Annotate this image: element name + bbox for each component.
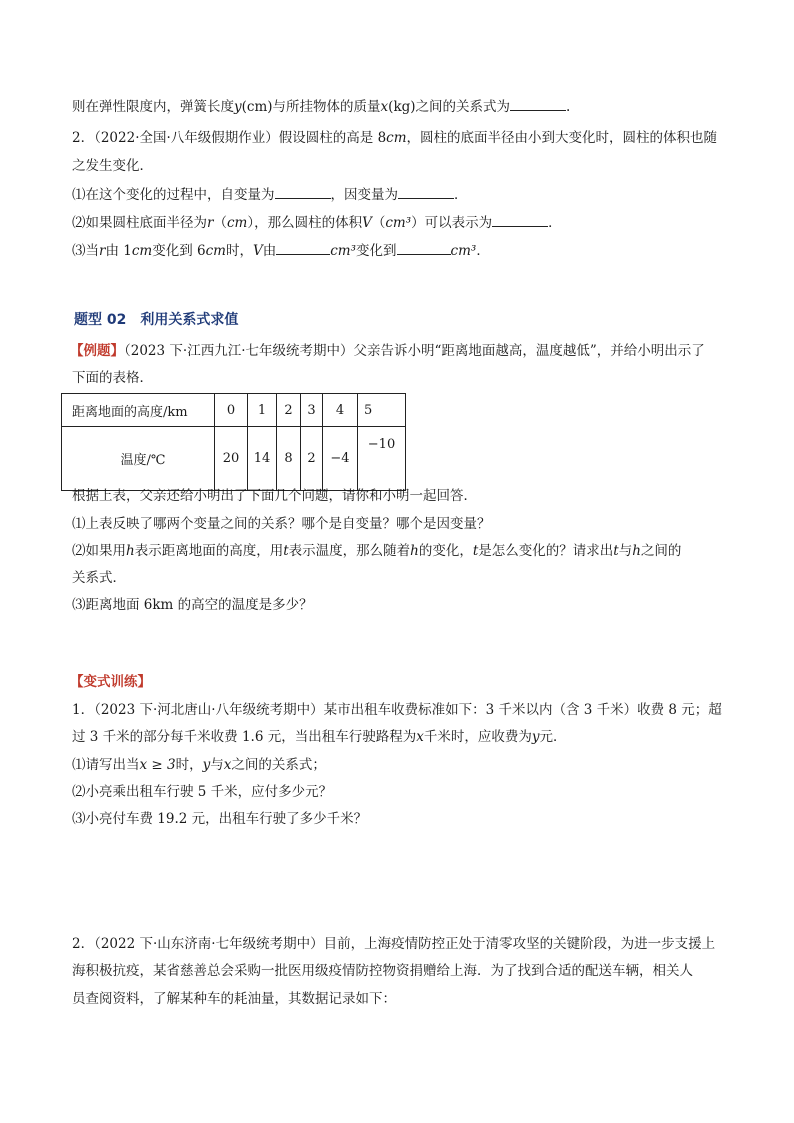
variant-text-1a: 1．（2023 下·河北唐山·八年级统考期中）某市出租车收费标准如下：3 千米以内（含 3 千米）收费 8 元；超: [72, 702, 722, 718]
table-cell: −10: [358, 427, 406, 491]
variant-sub1: [72, 755, 326, 775]
var-t: t: [283, 543, 289, 559]
q2-s2-text-c: ），那么圆柱的体积: [247, 215, 363, 231]
variant-s1-text-c: 与: [210, 757, 224, 773]
var-V: V: [253, 243, 263, 259]
table-cell: 20: [215, 427, 248, 491]
example-line2: [72, 368, 153, 388]
q2b-text-3: 员查阅资料，了解某种车的耗油量，其数据记录如下：: [72, 991, 396, 1007]
example-q3: [72, 595, 313, 615]
table-cell: −4: [323, 427, 358, 491]
q2-s3-text-c: 变化到 6: [152, 243, 206, 259]
variant-tag: 【变式训练】: [70, 674, 151, 690]
unit-cm: cm: [131, 243, 153, 259]
variant-line2: [72, 727, 567, 747]
answer-blank[interactable]: [397, 240, 451, 255]
section-number: 题型 02: [74, 312, 127, 328]
data-table: [61, 393, 406, 491]
q2-s3-text-e: 由: [262, 243, 277, 259]
example-after: [72, 486, 477, 506]
q2-s1-text-c: ．: [454, 187, 468, 203]
var-y: y: [234, 99, 242, 115]
example-q2-text-d: 的变化，: [418, 543, 473, 559]
q2-sub1: [72, 184, 468, 205]
unit-cm: cm: [386, 130, 407, 146]
table-cell: 2: [277, 394, 301, 427]
var-t: t: [613, 543, 619, 559]
q2b-line3: [72, 989, 396, 1009]
table-cell: 0: [215, 394, 248, 427]
example-q2-text-h: 关系式．: [72, 570, 126, 586]
unit-cm: cm: [205, 243, 226, 259]
q2-s1-text-b: ，因变量为: [330, 187, 398, 203]
answer-blank[interactable]: [492, 212, 548, 227]
example-q3-text: ⑶距离地面 6km 的高空的温度是多少？: [72, 597, 313, 613]
example-q2-text-b: 表示距离地面的高度，用: [134, 543, 284, 559]
table-row-label: 温度/℃: [62, 427, 215, 491]
var-t: t: [472, 543, 479, 559]
example-q2-text-f: 与: [618, 543, 633, 559]
example-q2-text-a: ⑵如果用: [72, 543, 126, 559]
intro-line: [72, 96, 570, 117]
q2-s3-text-a: ⑶当: [72, 243, 99, 259]
q2-sub3: [72, 240, 490, 261]
table-cell: 4: [323, 394, 358, 427]
example-q2-text-g: 之间的: [640, 543, 682, 559]
unit-cm: cm: [226, 215, 248, 231]
q2-s2-text-d: （: [371, 215, 386, 231]
q2-s2-text-b: （: [213, 215, 227, 231]
section-title: 利用关系式求值: [140, 312, 239, 328]
example-line1: [70, 341, 705, 361]
intro-period: .: [566, 99, 571, 115]
var-y: y: [202, 757, 211, 773]
q2-s3-text-d: 时，: [226, 243, 253, 259]
q2-text-1a: 2．（2022·全国·八年级假期作业）假设圆柱的高是 8: [72, 130, 387, 146]
q2-text-2: 之发生变化．: [72, 158, 153, 174]
unit-cm3: cm³: [385, 215, 412, 231]
variant-s1-text-d: 之间的关系式；: [231, 757, 326, 773]
table-cell: 5: [358, 394, 406, 427]
variant-sub2: [72, 782, 332, 802]
variant-text-1d: 元．: [539, 729, 567, 745]
variant-text-1b: 过 3 千米的部分每千米收费 1.6 元，当出租车行驶路程为: [72, 729, 417, 745]
table-row-label: 距离地面的高度/km: [62, 394, 215, 427]
var-x: x: [416, 729, 424, 745]
intro-text-1: 则在弹性限度内，弹簧长度: [72, 99, 234, 115]
q2-s2-text-e: ）可以表示为: [411, 215, 493, 231]
q2-line2: [72, 156, 153, 176]
q2b-text-1: 2．（2022 下·山东济南·七年级统考期中）目前，上海疫情防控正处于清零攻坚的关键阶段，为进一步支援上: [72, 936, 716, 952]
q2-s2-text-f: ．: [548, 215, 562, 231]
table-row: [62, 427, 406, 491]
variant-s1-text-b: 时，: [175, 757, 203, 773]
q2-s2-text-a: ⑵如果圆柱底面半径为: [72, 215, 207, 231]
q2-line1: [72, 128, 717, 148]
q2-s1-text-a: ⑴在这个变化的过程中，自变量为: [72, 187, 275, 203]
example-q1: [72, 514, 491, 534]
var-V: V: [362, 215, 372, 231]
q2b-line2: [72, 961, 693, 981]
variant-s3-text: ⑶小亮付车费 19.2 元，出租车行驶了多少千米？: [72, 811, 368, 827]
q2-s3-text-b: 由 1: [105, 243, 132, 259]
q2-sub2: [72, 212, 562, 233]
variant-s2-text: ⑵小亮乘出租车行驶 5 千米，应付多少元？: [72, 784, 333, 800]
variant-text-1c: 千米时，应收费为: [423, 729, 532, 745]
example-q2-cont: [72, 568, 126, 588]
var-r: r: [99, 243, 106, 259]
example-q2-text-c: 表示温度，那么随着: [288, 543, 411, 559]
var-r: r: [207, 215, 214, 231]
table-cell: 3: [301, 394, 323, 427]
q2-s3-text-f: 变化到: [356, 243, 397, 259]
table-cell: 2: [301, 427, 323, 491]
example-tag: 【例题】: [70, 343, 124, 359]
var-y: y: [531, 729, 540, 745]
example-q1-text: ⑴上表反映了哪两个变量之间的关系？哪个是自变量？哪个是因变量？: [72, 516, 491, 532]
var-x: x: [380, 99, 389, 115]
example-text-2: 下面的表格．: [72, 370, 153, 386]
var-h: h: [126, 543, 135, 559]
q2b-text-2: 海积极抗疫，某省慈善总会采购一批医用级疫情防控物资捐赠给上海．为了找到合适的配送车辆，相关人: [72, 963, 693, 979]
var-h: h: [410, 543, 419, 559]
variant-sub3: [72, 809, 367, 829]
var-h: h: [632, 543, 641, 559]
example-q2-text-e: 是怎么变化的？请求出: [478, 543, 614, 559]
answer-blank[interactable]: [398, 184, 454, 199]
var-x: x: [223, 757, 232, 773]
table-cell: 1: [248, 394, 277, 427]
variant-line1: [72, 700, 722, 720]
q2b-line1: [72, 934, 715, 954]
answer-blank[interactable]: [276, 240, 330, 255]
table-cell: 14: [248, 427, 277, 491]
unit-cm3: cm³: [330, 243, 357, 259]
variant-tag-line: [70, 672, 151, 692]
answer-blank[interactable]: [275, 184, 331, 199]
example-text-1: （2023 下·江西九江·七年级统考期中）父亲告诉小明“距离地面越高，温度越低”，并给小明出示了: [124, 343, 705, 359]
intro-text-3: (kg)之间的关系式为: [388, 99, 511, 115]
condition: x ≥ 3: [139, 757, 176, 773]
example-after-text: 根据上表，父亲还给小明出了下面几个问题，请你和小明一起回答．: [72, 488, 477, 504]
intro-text-2: (cm)与所挂物体的质量: [241, 99, 381, 115]
q2-text-1b: ，圆柱的底面半径由小到大变化时，圆柱的体积也随: [406, 130, 718, 146]
q2-s3-text-g: ．: [476, 243, 490, 259]
unit-cm3: cm³: [450, 243, 477, 259]
example-q2: [72, 541, 681, 561]
variant-s1-text-a: ⑴请写出当: [72, 757, 140, 773]
section-heading: [74, 309, 238, 329]
table-cell: 8: [277, 427, 301, 491]
table-row: [62, 394, 406, 427]
answer-blank[interactable]: [510, 96, 566, 111]
